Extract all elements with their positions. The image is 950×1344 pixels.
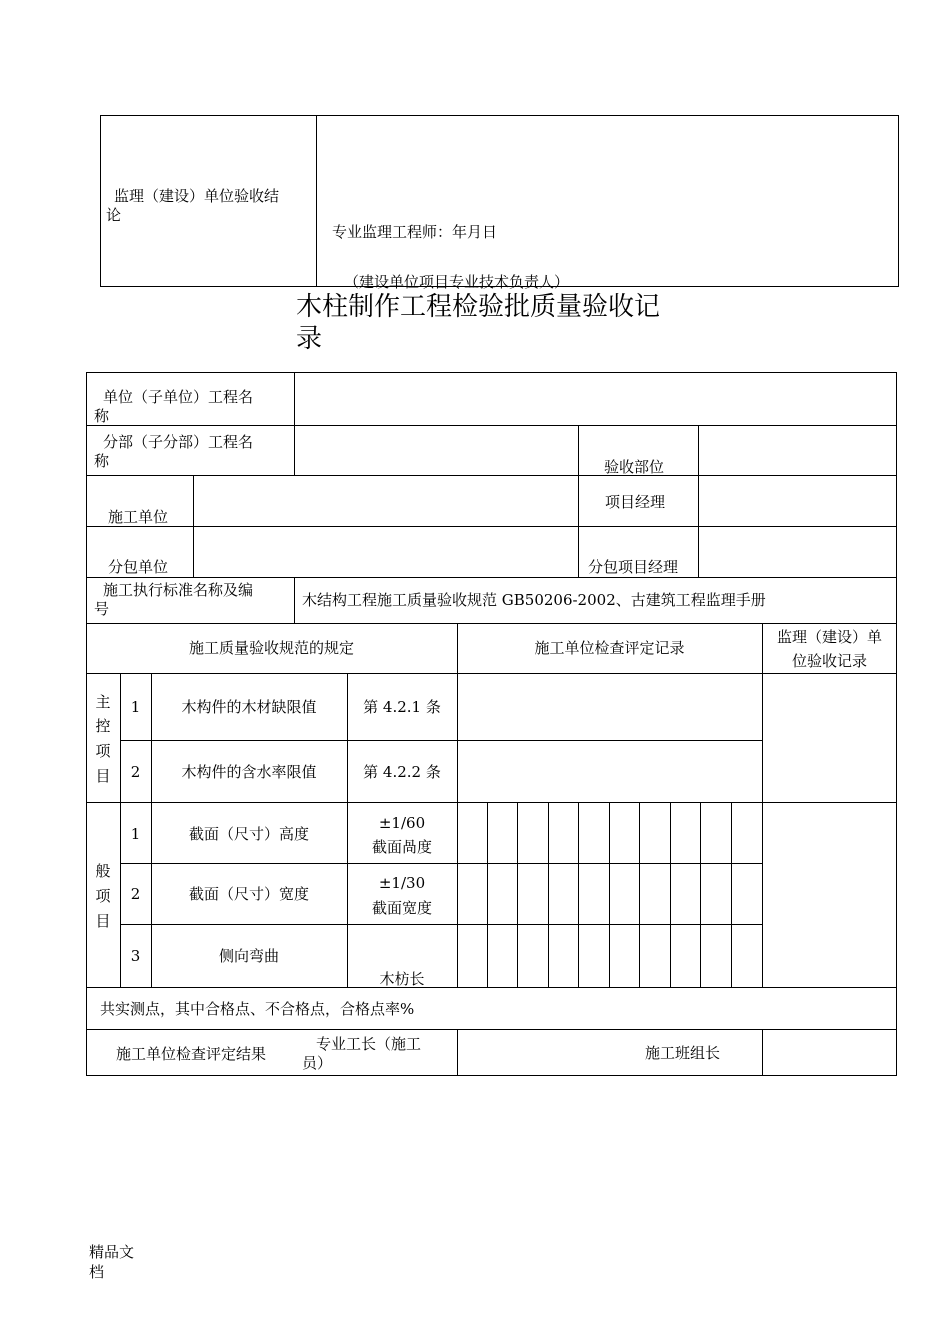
main-control-group-char: 项: [95, 742, 111, 760]
general-item-tolerance-basis: 木枋长: [379, 970, 425, 988]
col-line: [578, 425, 579, 577]
col-line: [457, 1029, 458, 1076]
measure-grid-line: [670, 802, 671, 987]
general-item-tolerance: ±1/60: [378, 814, 426, 832]
col-line: [294, 577, 295, 623]
header-spec: 施工质量验收规范的规定: [188, 639, 354, 657]
general-group-char: 般: [95, 862, 111, 880]
result-label: 施工单位检查评定结果: [116, 1045, 267, 1063]
general-item-name: 截面（尺寸）高度: [188, 825, 309, 843]
sub-project-label-line2: 称: [94, 452, 110, 470]
general-item-tolerance-basis: 截面咼度: [371, 838, 432, 856]
col-line: [698, 425, 699, 577]
row-line: [120, 863, 762, 864]
measure-grid-line: [609, 802, 610, 987]
measure-grid-line: [639, 802, 640, 987]
construction-unit-label: 施工单位: [108, 508, 169, 526]
measure-summary-line: 共实测点，其中合格点、不合格点，合格点率%: [100, 1000, 415, 1018]
main-item-name: 木构件的含水率限值: [181, 763, 317, 781]
main-control-group-char: 控: [95, 717, 111, 735]
subcontract-unit-label: 分包单位: [108, 558, 169, 576]
row-line: [120, 924, 762, 925]
measure-grid-line: [517, 802, 518, 987]
measure-grid-line: [487, 802, 488, 987]
general-item-name: 截面（尺寸）宽度: [188, 885, 309, 903]
measure-grid-line: [548, 802, 549, 987]
foreman-label-line2: 员）: [302, 1054, 333, 1072]
main-item-no: 2: [130, 763, 141, 781]
acceptance-part-label: 验收部位: [604, 458, 665, 476]
col-line: [294, 372, 295, 475]
standard-label-line1: 施工执行标准名称及编: [103, 581, 254, 599]
unit-project-label-line1: 单位（子单位）工程名: [103, 388, 254, 406]
general-group-char: 项: [95, 887, 111, 905]
unit-project-label-line2: 称: [94, 407, 110, 425]
general-item-tolerance: ±1/30: [378, 874, 426, 892]
project-manager-label: 项目经理: [605, 493, 666, 511]
conclusion-label-line1: 监理（建设）单位验收结: [114, 187, 280, 205]
team-leader-label: 施工班组长: [645, 1044, 721, 1062]
header-supervision-line2: 位验收记录: [791, 652, 867, 670]
measure-grid-line: [578, 802, 579, 987]
standard-value: 木结构工程施工质量验收规范 GB50206-2002、古建筑工程监理手册: [302, 591, 766, 609]
row-line: [86, 623, 897, 624]
general-item-name: 侧向弯曲: [218, 947, 279, 965]
footer-mark-line2: 档: [89, 1263, 105, 1281]
conclusion-box-divider: [316, 115, 317, 287]
standard-label-line2: 号: [94, 600, 110, 618]
footer-mark-line1: 精品文: [89, 1243, 135, 1261]
foreman-label-line1: 专业工长（施工: [316, 1035, 422, 1053]
main-item-clause: 第 4.2.2 条: [363, 763, 441, 781]
row-line: [86, 577, 897, 578]
tech-lead-note: （建设单位项目专业技术负责人）: [344, 273, 570, 291]
col-line: [193, 475, 194, 577]
col-line: [457, 623, 458, 987]
row-line: [86, 475, 897, 476]
inspection-table: [86, 372, 897, 1076]
header-check-record: 施工单位检查评定记录: [534, 639, 685, 657]
col-line: [762, 623, 763, 987]
col-line: [762, 1029, 763, 1076]
row-line: [86, 526, 897, 527]
page-title-line2: 录: [296, 324, 323, 354]
row-line: [86, 1029, 897, 1030]
main-item-no: 1: [130, 698, 141, 716]
conclusion-label-line2: 论: [106, 206, 122, 224]
measure-grid-line: [700, 802, 701, 987]
row-line: [120, 740, 762, 741]
general-item-no: 3: [130, 947, 141, 965]
main-item-clause: 第 4.2.1 条: [363, 698, 441, 716]
row-line: [86, 673, 897, 674]
engineer-signature-line: 专业监理工程师：年月日: [332, 223, 498, 241]
header-supervision-line1: 监理（建设）单: [776, 628, 882, 646]
sub-project-label-line1: 分部（子分部）工程名: [103, 433, 254, 451]
general-item-no: 1: [130, 825, 141, 843]
main-control-group-char: 目: [95, 767, 111, 785]
measure-grid-line: [731, 802, 732, 987]
row-line: [86, 987, 897, 988]
row-line: [86, 802, 897, 803]
row-line: [86, 425, 897, 426]
general-item-no: 2: [130, 885, 141, 903]
subcontract-manager-label: 分包项目经理: [588, 558, 679, 576]
page-title-line1: 木柱制作工程检验批质量验收记: [296, 292, 661, 322]
main-control-group-char: 主: [95, 693, 111, 711]
general-group-char: 目: [95, 912, 111, 930]
main-item-name: 木构件的木材缺限值: [181, 698, 317, 716]
general-item-tolerance-basis: 截面宽度: [371, 899, 432, 917]
